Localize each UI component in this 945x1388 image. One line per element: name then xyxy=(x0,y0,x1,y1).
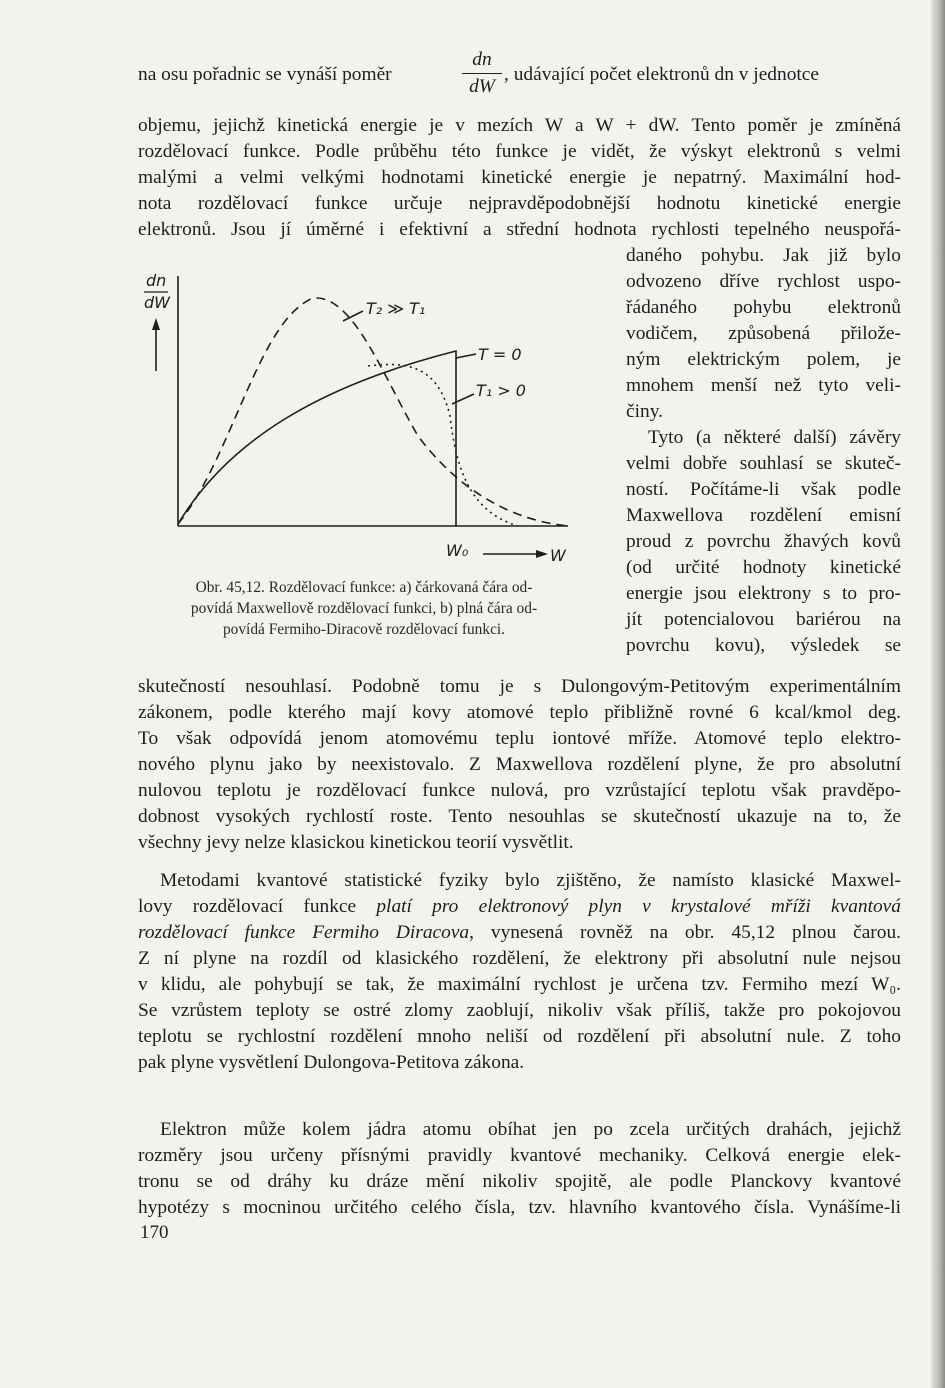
p2-line-3 xyxy=(138,920,901,946)
narrow-line-2: odvozeno dříve rychlost uspo- xyxy=(626,271,901,292)
narrow-line-1: daného pohybu. Jak již bylo xyxy=(626,245,901,266)
maxwell-t2-curve xyxy=(178,298,568,526)
p2-line-3-b: , vynesená rovněž na obr. 45,12 plnou čarou. xyxy=(469,922,901,943)
p2-line-3-a: rozdělovací funkce Fermiho Diracova xyxy=(138,922,470,943)
p2-line-5: pak plyne vysvětlení Dulongova-Petitova zákona. xyxy=(138,1052,525,1073)
header-line-after xyxy=(504,62,901,88)
y-label-numerator: dn xyxy=(146,271,167,290)
label-w: W xyxy=(550,546,566,565)
distribution-figure xyxy=(138,266,598,576)
caption-line-2: povídá Maxwellově rozdělovací funkci, b) plná čára od- xyxy=(190,600,538,617)
p1-line-4: nota rozdělovací funkce určuje nejpravděpodobnější hodnotu kinetické energie xyxy=(138,193,901,214)
p1-end-line-3: To však odpovídá jenom atomovému teplu iontové mříže. Atomové teplo elektro- xyxy=(138,728,901,749)
p3-line-4: hypotézy s mocninou určitého celého čísla, tzv. hlavního kvantového čísla. Vynášíme-li xyxy=(138,1197,901,1218)
header-line xyxy=(138,62,448,88)
narrow-line-4: vodičem, způsobená přilože- xyxy=(626,323,901,344)
fraction-bar xyxy=(462,73,502,74)
p3-line-3: tronu se od dráhy ku dráze mění nikoliv spojitě, ale podle Planckovy kvantové xyxy=(138,1171,901,1192)
p1-line-3: malými a velmi velkými hodnotami kinetické energie je nepatrný. Maximální hod- xyxy=(138,167,901,188)
label-t0: T = 0 xyxy=(478,345,522,364)
p1-end-line-4: nového plynu jako by neexistovalo. Z Maxwellova rozdělení plyne, že pro absolutní xyxy=(138,754,901,775)
p3-line-1: Elektron může kolem jádra atomu obíhat jen po zcela určitých drahách, jejichž xyxy=(160,1119,901,1140)
header-text-after: , udávající počet elektronů dn v jednotce xyxy=(504,64,819,85)
p2-line-2-b: platí pro elektronový plyn v krystalové mříži kvantová xyxy=(376,896,901,917)
p1-end-line-1: skutečností nesouhlasí. Podobně tomu je s Dulongovým-Petitovým experimentálním xyxy=(138,676,901,697)
p2-line-1 xyxy=(160,868,901,894)
narrow-line-5: ným elektrickým polem, je xyxy=(626,349,901,370)
narrow-line-16: povrchu kovu), výsledek se xyxy=(626,635,901,656)
y-arrow-head xyxy=(152,318,160,330)
p2-line-1-text: Metodami kvantové statistické fyziky bylo zjištěno, že namísto klasické Maxwel- xyxy=(160,870,901,891)
narrow-line-7: činy. xyxy=(626,401,663,422)
narrow-line-12: proud z povrchu žhavých kovů xyxy=(626,531,901,552)
narrow-line-15: jít potencialovou bariérou na xyxy=(626,609,901,630)
narrow-line-9: velmi dobře souhlasí se skuteč- xyxy=(626,453,901,474)
label-leader-t0 xyxy=(456,354,476,358)
fermi-t0-curve xyxy=(178,351,456,526)
page-number: 170 xyxy=(140,1222,169,1243)
y-label-denominator: dW xyxy=(144,293,170,312)
p1-end-line-7: všechny jevy nelze klasickou kinetickou teorií vysvětlit. xyxy=(138,832,574,853)
dn-dw-fraction xyxy=(462,49,502,98)
p2-line-2-a: lovy rozdělovací funkce xyxy=(138,896,377,917)
p1-line-2: rozdělovací funkce. Podle průběhu této funkce je vidět, že výskyt elektronů s velmi xyxy=(138,141,901,162)
p2-line-2: v klidu, ale pohybují se tak, že maximální rychlost je určena tzv. Fermiho mezí W₀. xyxy=(138,974,901,995)
narrow-line-14: energie jsou elektrony s to pro- xyxy=(626,583,901,604)
narrow-line-6: mnohem menší než tyto veli- xyxy=(626,375,901,396)
p1-line-5: elektronů. Jsou jí úměrné i efektivní a střední hodnota rychlosti tepelného neuspořá- xyxy=(138,219,901,240)
narrow-line-13: (od určité hodnoty kinetické xyxy=(626,557,901,578)
label-w0: W₀ xyxy=(446,541,469,560)
narrow-line-11: Maxwellova rozdělení emisní xyxy=(626,505,901,526)
page-binding-edge xyxy=(931,0,945,1388)
p2-line-2 xyxy=(138,894,901,920)
caption-line-1: Obr. 45,12. Rozdělovací funkce: a) čárkovaná čára od- xyxy=(195,579,533,596)
p1-end-line-2: zákonem, podle kterého mají kovy atomové teplo přibližně rovné 6 kcal/kmol deg. xyxy=(138,702,901,723)
label-leader-t2 xyxy=(343,311,363,321)
label-t1: T₁ > 0 xyxy=(476,381,526,400)
p3-line-2: rozměry jsou určeny přísnými pravidly kvantové mechaniky. Celková energie elek- xyxy=(138,1145,901,1166)
p2-line-3: Se vzrůstem teploty se ostré zlomy zaoblují, nikoliv však příliš, takže pro pokojovou xyxy=(138,1000,901,1021)
header-text-before: na osu pořadnic se vynáší poměr xyxy=(138,64,392,85)
p1-end-line-6: dobnost vysokých rychlostí roste. Tento nesouhlas se skutečností ukazuje na to, že xyxy=(138,806,901,827)
narrow-line-10: ností. Počítáme-li však podle xyxy=(626,479,901,500)
caption-line-3: povídá Fermiho-Diracově rozdělovací funkci. xyxy=(222,621,506,638)
p2-line-4: teplotu se rychlostní rozdělení mnoho neliší od rozdělení při absolutní nule. Z toho xyxy=(138,1026,901,1047)
p1-line-1: objemu, jejichž kinetická energie je v mezích W a W + dW. Tento poměr je zmíněná xyxy=(138,115,901,136)
p1-end-line-5: nulovou teplotu je rozdělovací funkce nulová, pro vzrůstající teplotu však pravděpo- xyxy=(138,780,901,801)
w-arrow-head xyxy=(536,550,548,558)
fraction-numerator: dn xyxy=(472,49,492,70)
label-t2: T₂ ≫ T₁ xyxy=(366,299,426,318)
narrow-line-3: řádaného pohybu elektronů xyxy=(626,297,901,318)
narrow-line-8: Tyto (a některé další) závěry xyxy=(648,427,901,448)
p2-line-1: Z ní plyne na rozdíl od klasického rozdělení, že elektrony při absolutní nule nejsou xyxy=(138,948,901,969)
fraction-denominator: dW xyxy=(469,76,495,97)
